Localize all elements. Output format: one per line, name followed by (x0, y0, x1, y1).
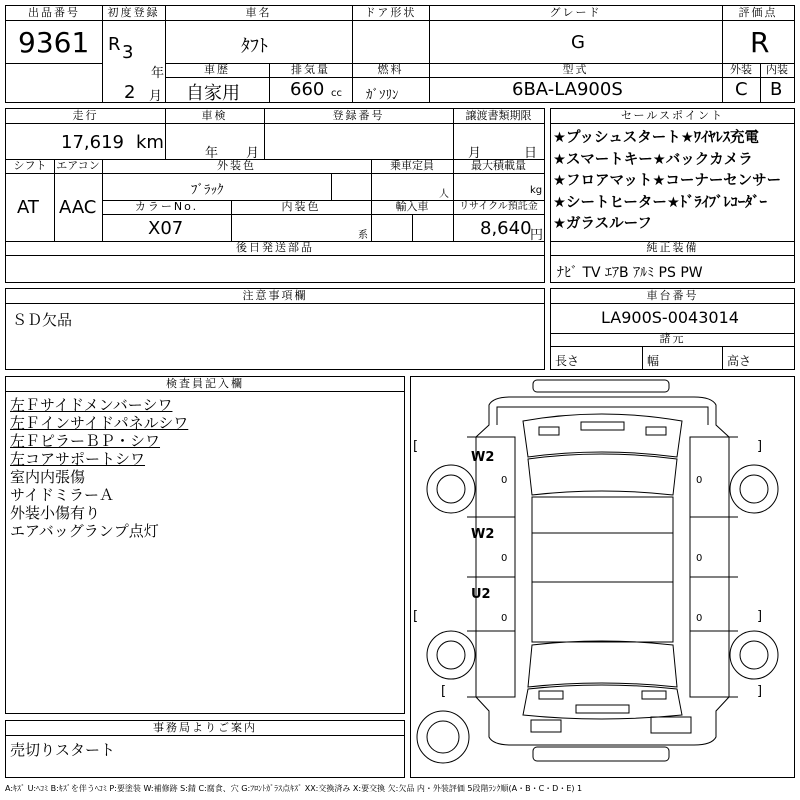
interior-score: B (770, 79, 783, 100)
cabin-outline (528, 454, 677, 495)
equipment-value: ﾅﾋﾞ TV ｴｱB ｱﾙﾐ PS PW (557, 265, 703, 281)
inspector-note: エアバッグランプ点灯 (10, 522, 159, 540)
transfer-label: 譲渡書類期限 (465, 109, 532, 122)
reg-label: 初度登録 (107, 6, 160, 19)
lot-number: 9361 (18, 26, 90, 59)
dim-length: 長さ (555, 354, 580, 368)
model-label: 型式 (562, 63, 589, 76)
sales-points-block (550, 108, 795, 283)
inspector-label: 検査員記入欄 (166, 377, 244, 390)
mileage-unit: km (136, 132, 164, 153)
displacement-unit: cc (331, 88, 342, 99)
grade-label: グレード (549, 6, 602, 19)
mileage: 17,619 (61, 132, 124, 153)
car-name-label: 車名 (245, 6, 272, 19)
recycle-unit: 円 (530, 228, 544, 243)
car-diagram-block (410, 376, 795, 778)
inspection-year-unit: 年 (205, 146, 219, 161)
office-block (5, 720, 405, 778)
inspector-block (5, 376, 405, 714)
inspector-note: サイドミラーＡ (10, 486, 114, 504)
dim-height: 高さ (727, 354, 752, 368)
office-value: 売切りスタート (10, 741, 116, 759)
tire-rear-right (730, 631, 778, 679)
load-unit: kg (530, 185, 543, 196)
sales-points-label: セールスポイント (620, 109, 724, 122)
rear-outline (528, 641, 677, 687)
inspector-notes (10, 396, 400, 540)
score-label: 評価点 (738, 6, 778, 19)
zero-mark: 0 (696, 475, 703, 486)
inspector-note: 左コアサポートシワ (10, 450, 146, 468)
zero-mark: 0 (696, 553, 703, 564)
dim-width: 幅 (647, 354, 660, 368)
recycle-amount: 8,640 (480, 218, 532, 239)
color-label: 外装色 (217, 159, 256, 172)
sales-point: ★フロアマット★コーナーセンサー (553, 173, 782, 189)
caution-block (5, 288, 545, 370)
inspector-note: 外装小傷有り (10, 504, 101, 522)
aircon-label: エアコン (56, 159, 100, 172)
diagram-bracket-right: ] (757, 439, 763, 454)
plate-label: 登録番号 (332, 109, 385, 122)
sales-point: ★スマートキー★バックカメラ (553, 151, 753, 168)
zero-mark: 0 (501, 553, 508, 564)
equipment-label: 純正装備 (646, 241, 699, 254)
front-bumper-outline (533, 380, 669, 392)
fuel-label: 燃料 (377, 63, 404, 76)
sales-point: ★ガラスルーフ (553, 216, 652, 232)
chassis-label: 車台番号 (646, 289, 699, 302)
reg-month: 2 (124, 82, 136, 103)
color-no: X07 (148, 218, 184, 239)
caution-label: 注意事項欄 (242, 289, 308, 302)
damage-mark-w2: W2 (471, 527, 495, 542)
load-label: 最大積載量 (471, 159, 526, 172)
tire-rear-left (427, 631, 475, 679)
body-outline (476, 397, 729, 745)
color: ﾌﾞﾗｯｸ (191, 183, 224, 198)
history: 自家用 (186, 83, 240, 104)
inspector-note: 左Ｆインサイドパネルシワ (10, 414, 189, 432)
diagram-bracket-right: ] (757, 684, 763, 699)
tire-front-right (730, 465, 778, 513)
displacement-label: 排気量 (291, 63, 330, 76)
door-label: ドア形状 (364, 6, 417, 19)
caution-value: ＳＤ欠品 (12, 311, 73, 329)
lot-label: 出品番号 (28, 6, 80, 19)
after-parts-label: 後日発送部品 (236, 241, 314, 254)
damage-mark-u2: U2 (471, 587, 491, 602)
reg-era: R (108, 34, 121, 55)
inspector-note: 左ＦピラーＢＰ・シワ (10, 432, 161, 450)
grade: G (571, 32, 585, 53)
chassis-number: LA900S-0043014 (601, 308, 739, 327)
import-label: 輸入車 (395, 200, 429, 213)
sales-point: ★プッシュスタート★ﾜｲﾔﾚｽ充電 (553, 130, 759, 146)
capacity-label: 乗車定員 (390, 159, 434, 172)
mileage-label: 走行 (72, 109, 99, 122)
history-label: 車歴 (204, 63, 230, 76)
fuel: ｶﾞｿﾘﾝ (366, 88, 399, 103)
dimensions-label: 諸元 (659, 332, 686, 345)
office-label: 事務局よりご案内 (153, 721, 257, 734)
rear-bumper-outline (533, 747, 669, 761)
car-diagram (411, 377, 794, 777)
diagram-bracket-left: [ (413, 609, 419, 624)
zero-mark: 0 (501, 475, 508, 486)
sales-point: ★シートヒーター★ﾄﾞﾗｲﾌﾞﾚｺｰﾀﾞｰ (553, 194, 767, 211)
month-unit: 月 (149, 89, 163, 104)
recycle-label: リサイクル預託金 (459, 201, 538, 212)
exterior-label: 外装 (730, 63, 752, 76)
zero-mark: 0 (501, 613, 508, 624)
capacity-unit: 人 (439, 189, 449, 200)
inspection-label: 車検 (201, 109, 228, 122)
diagram-bracket-left: [ (413, 439, 419, 454)
year-unit: 年 (151, 66, 165, 81)
shift-label: シフト (13, 159, 47, 172)
car-name: ﾀﾌﾄ (241, 36, 268, 57)
header-block (5, 5, 795, 103)
exterior-score: C (735, 79, 748, 100)
color-no-label: カラーNo. (134, 200, 199, 213)
legend: A:ｷｽﾞ U:ﾍｺﾐ B:ｷｽﾞを伴うﾍｺﾐ P:要塗装 W:補修跡 S:錆 C:腐食、穴 G:ﾌﾛﾝﾄｶﾞﾗｽ点ｷｽﾞ XX:交換済み X:要交換 欠:欠品 内・外装評価 5段階ﾗﾝｸ順(A・B・C・D・E) 1 (5, 784, 583, 793)
inspection-month-unit: 月 (246, 146, 260, 161)
inspector-note: 左Ｆサイドメンバーシワ (10, 396, 173, 414)
tire-front-left (427, 465, 475, 513)
aircon: AAC (59, 197, 97, 218)
interior-label: 内装 (766, 63, 788, 76)
interior-color-suffix: 系 (358, 230, 368, 241)
model: 6BA-LA900S (512, 79, 623, 100)
transfer-day-unit: 日 (524, 146, 538, 161)
score: R (750, 26, 770, 59)
reg-year: 3 (122, 42, 134, 63)
vehicle-details-block (5, 108, 545, 283)
sales-points-list (553, 128, 793, 236)
interior-color-label: 内装色 (281, 200, 321, 213)
damage-mark-w2: W2 (471, 450, 495, 465)
transfer-month-unit: 月 (468, 146, 482, 161)
displacement: 660 (290, 79, 325, 100)
shift: AT (17, 197, 39, 218)
left-side-panels (467, 437, 515, 697)
zero-mark: 0 (696, 613, 703, 624)
diagram-bracket-left: [ (441, 684, 447, 699)
inspector-note: 室内内張傷 (10, 468, 86, 486)
diagram-bracket-right: ] (757, 609, 763, 624)
chassis-block (550, 288, 795, 370)
spare-tire (417, 711, 469, 763)
